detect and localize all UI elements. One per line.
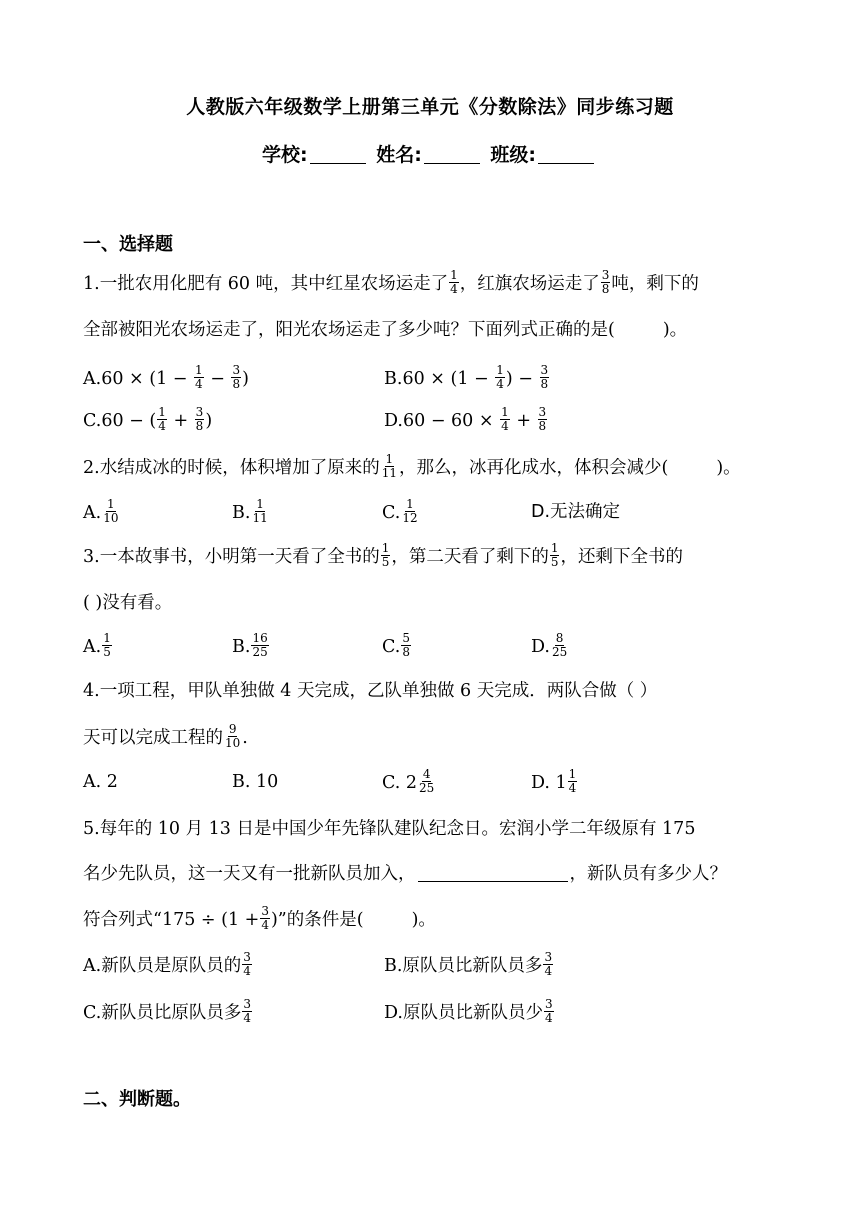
option-label: B. (232, 637, 251, 657)
q5-option-d[interactable] (384, 997, 555, 1027)
q1-text-b: ，红旗农场运走了 (459, 274, 600, 294)
fraction: $\frac{1}{12}$ (402, 497, 418, 525)
q5-text-c: 符合列式“175 ÷ (1 + (83, 910, 260, 930)
q2-option-c[interactable] (382, 497, 420, 527)
answer-blank[interactable] (418, 863, 568, 882)
fraction: $\frac{1}{4}$ (496, 363, 504, 391)
fraction: $\frac{3}{8}$ (540, 363, 549, 391)
fraction: $\frac{1}{11}$ (252, 497, 268, 525)
q1-text-c: 吨，剩下的 (611, 274, 699, 294)
q5-line1: 5.每年的 10 月 13 日是中国少年先锋队建队纪念日。宏润小学二年级原有 175 (83, 819, 696, 839)
q3-option-a[interactable] (83, 631, 113, 661)
fraction: $\frac{1}{11}$ (381, 452, 397, 480)
q4-option-c[interactable] (382, 767, 436, 797)
page-title: 人教版六年级数学上册第三单元《分数除法》同步练习题 (186, 96, 674, 118)
fraction: $\frac{3}{4}$ (544, 997, 553, 1025)
q5-option-b[interactable] (384, 950, 554, 980)
section-heading-choice: 一、选择题 (83, 234, 173, 255)
q2-text-c: )。 (716, 458, 741, 478)
option-label: C. 2 (382, 773, 418, 793)
q3-option-c[interactable] (382, 631, 412, 661)
q4-text-a: 天可以完成工程的 (83, 728, 223, 748)
section-heading-judgment: 二、判断题。 (83, 1089, 191, 1110)
fraction: $\frac{3}{8}$ (601, 268, 610, 296)
name-blank[interactable] (424, 145, 480, 164)
q3-text-a: 3.一本故事书，小明第一天看了全书的 (83, 547, 380, 567)
q3-option-b[interactable] (232, 631, 270, 661)
q1-option-a[interactable]: A.60 × (1 − $\frac{1}{4}$ − $\frac{3}{8}$ ) (83, 363, 249, 391)
q2-text-b: ，那么，冰再化成水，体积会减少( (398, 458, 669, 478)
q4-line2 (83, 722, 248, 752)
q3-line2: ( )没有看。 (83, 593, 173, 613)
fraction: $\frac{5}{8}$ (402, 631, 410, 659)
q2-option-b[interactable] (232, 497, 270, 527)
option-label: B. (384, 369, 403, 389)
q1-text-d: 全部被阳光农场运走了，阳光农场运走了多少吨？下面列式正确的是( (83, 320, 615, 340)
q5-text-b: ，新队员有多少人？ (569, 864, 727, 884)
option-label: D. 1 (531, 773, 567, 793)
fraction: $\frac{1}{5}$ (103, 631, 111, 659)
option-label: A. (83, 503, 102, 523)
school-blank[interactable] (310, 145, 366, 164)
fraction: $\frac{1}{5}$ (381, 541, 390, 569)
fraction: $\frac{3}{4}$ (243, 950, 251, 978)
fraction: $\frac{1}{10}$ (103, 497, 119, 525)
option-label: D.原队员比新队员少 (384, 1003, 543, 1023)
q2-text-a: 2.水结成冰的时候，体积增加了原来的 (83, 458, 380, 478)
fraction: $\frac{1}{4}$ (195, 363, 203, 391)
fraction: $\frac{16}{25}$ (252, 631, 268, 659)
fraction: $\frac{3}{8}$ (195, 405, 204, 433)
q5-text-d: )”的条件是( (270, 910, 364, 930)
q4-option-d[interactable] (531, 767, 578, 797)
q5-text-a: 名少先队员，这一天又有一批新队员加入， (83, 864, 416, 884)
q4-line1: 4.一项工程，甲队单独做 4 天完成，乙队单独做 6 天完成．两队合做（ ） (83, 681, 658, 701)
q3-option-d[interactable] (531, 631, 569, 661)
fraction: $\frac{3}{8}$ (232, 363, 241, 391)
class-label: 班级: (490, 144, 537, 166)
q2-line1 (83, 452, 741, 482)
fraction: $\frac{9}{10}$ (225, 722, 241, 750)
q4-text-b: . (242, 728, 248, 748)
name-label: 姓名: (376, 144, 422, 166)
option-label: C.新队员比原队员多 (83, 1003, 242, 1023)
option-label: B.原队员比新队员多 (384, 956, 543, 976)
q4-option-b[interactable] (232, 770, 278, 794)
q5-line3 (83, 904, 436, 934)
option-label: A. 2 (83, 772, 118, 792)
q4-option-a[interactable] (83, 770, 118, 794)
q5-option-c[interactable] (83, 997, 253, 1027)
q2-option-d[interactable] (531, 500, 620, 524)
q3-line1 (83, 541, 683, 571)
q1-option-d[interactable]: D.60 − 60 × $\frac{1}{4}$ + $\frac{3}{8}$ (384, 405, 547, 433)
fraction: $\frac{1}{4}$ (158, 405, 166, 433)
fraction: $\frac{3}{8}$ (538, 405, 547, 433)
q5-line2 (83, 862, 727, 886)
option-label: A. (83, 637, 102, 657)
option-label: C. (382, 637, 401, 657)
student-info-row (0, 140, 860, 167)
fraction: $\frac{3}{4}$ (261, 904, 269, 932)
q1-line2 (83, 318, 687, 342)
option-label: D. (531, 637, 550, 657)
fraction: $\frac{1}{4}$ (450, 268, 458, 296)
class-blank[interactable] (538, 145, 594, 164)
fraction: $\frac{3}{4}$ (243, 997, 251, 1025)
q3-text-b: ，第二天看了剩下的 (391, 547, 549, 567)
fraction: $\frac{4}{25}$ (419, 767, 435, 795)
option-label: D.无法确定 (531, 502, 621, 522)
q1-option-b[interactable]: B.60 × (1 − $\frac{1}{4}$ ) − $\frac{3}{8}$ (384, 363, 549, 391)
fraction: $\frac{1}{5}$ (550, 541, 559, 569)
fraction: $\frac{8}{25}$ (551, 631, 568, 659)
option-label: A. (83, 369, 102, 389)
q1-text-a: 1.一批农用化肥有 60 吨，其中红星农场运走了 (83, 274, 449, 294)
q2-option-a[interactable] (83, 497, 120, 527)
q1-text-e: )。 (662, 320, 688, 340)
option-label: A.新队员是原队员的 (83, 956, 242, 976)
option-label: B. (232, 503, 251, 523)
option-label: C. (382, 503, 401, 523)
q1-option-c[interactable]: C.60 − ( $\frac{1}{4}$ + $\frac{3}{8}$ ) (83, 405, 213, 433)
school-label: 学校: (261, 144, 308, 166)
fraction: $\frac{3}{4}$ (544, 950, 553, 978)
q3-text-c: ，还剩下全书的 (560, 547, 683, 567)
fraction: $\frac{1}{4}$ (501, 405, 509, 433)
option-label: D. (384, 411, 403, 431)
q5-text-e: )。 (411, 910, 436, 930)
q1-line1 (83, 268, 699, 298)
fraction: $\frac{1}{4}$ (568, 767, 577, 795)
option-label: C. (83, 411, 102, 431)
q5-option-a[interactable] (83, 950, 253, 980)
option-label: B. 10 (232, 772, 279, 792)
